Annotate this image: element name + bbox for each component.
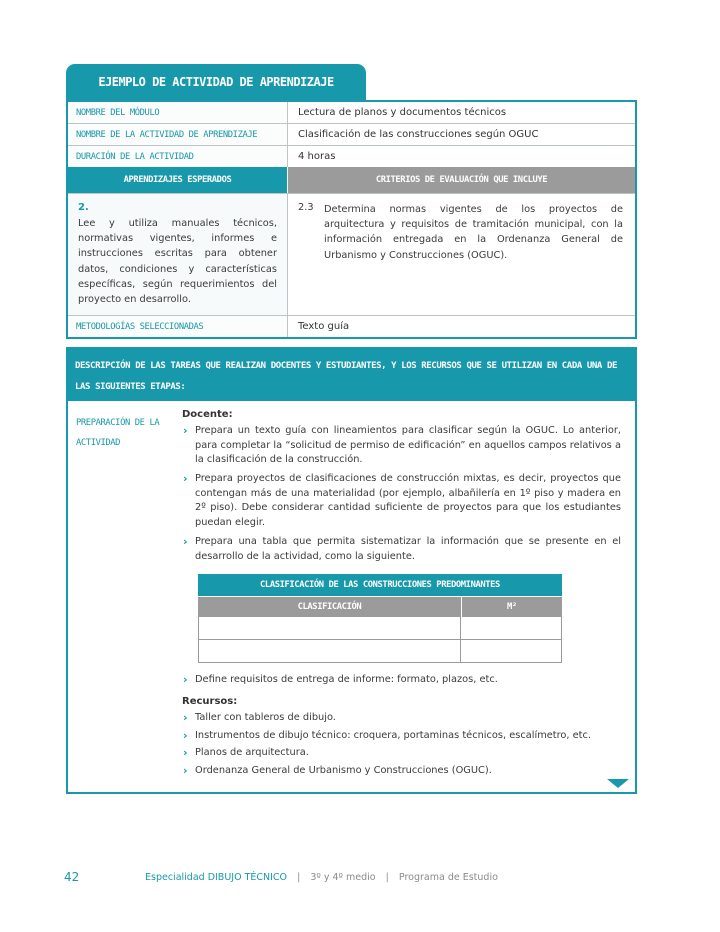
info-row <box>68 102 635 124</box>
info-row-value: Clasificación de las construcciones según OGUC <box>298 129 539 140</box>
tasks-description-text: DESCRIPCIÓN DE LAS TAREAS QUE REALIZAN DOCENTES Y ESTUDIANTES, Y LOS RECURSOS QUE SE UTILIZAN EN CADA UNA DE LAS SIGUIENTES ETAPAS: <box>75 361 617 392</box>
info-row-label: NOMBRE DE LA ACTIVIDAD DE APRENDIZAJE <box>68 124 288 145</box>
classification-empty-row <box>198 617 562 640</box>
docente-bullet: › Prepara proyectos de clasificaciones de construcción mixtas, es decir, proyectos que contengan más de una materialidad (por ejemplo, albañilería en 1º piso y madera en 2º piso). Debe considerar cantidad suficiente de proyectos para que los estudiantes puedan elegir. <box>182 472 621 531</box>
footer-grade: 3º y 4º medio <box>310 872 376 883</box>
preparation-section <box>66 401 637 794</box>
expected-learning-header: APRENDIZAJES ESPERADOS <box>68 167 288 193</box>
info-row-label: DURACIÓN DE LA ACTIVIDAD <box>68 146 288 167</box>
footer-program: Programa de Estudio <box>398 872 498 883</box>
expected-learning-cell <box>68 194 288 315</box>
recursos-bullet: › Planos de arquitectura. <box>182 746 621 761</box>
docente-bullet: › Prepara una tabla que permita sistematizar la información que se presente en el desarrollo de la actividad, como la siguiente. <box>182 535 621 564</box>
classification-table-subheader <box>198 597 562 617</box>
methodology-label: METODOLOGÍAS SELECCIONADAS <box>68 316 288 337</box>
info-row-value: 4 horas <box>298 151 336 162</box>
expected-learning-number: 2. <box>78 202 89 213</box>
criteria-text: Determina normas vigentes de los proyectos de arquitectura y requisitos de tramitación municipal, con la información entregada en la Ordenanza General de Urbanismo y Construcciones (OGUC). <box>324 204 623 261</box>
methodology-row <box>68 316 635 337</box>
docente-bullet: › Prepara un texto guía con lineamientos para clasificar según la OGUC. Lo anterior, para completar la “solicitud de permiso de edificación” en aquellos campos relativos a la clasificación de la construcción. <box>182 424 621 468</box>
classification-table <box>198 574 562 663</box>
recursos-heading: Recursos: <box>182 695 238 707</box>
define-requirements-bullet: › Define requisitos de entrega de informe: formato, plazos, etc. <box>182 673 621 688</box>
column-headers-row <box>68 167 635 194</box>
define-requirements-list <box>182 673 621 688</box>
page-number: 42 <box>64 870 80 884</box>
recursos-bullet: › Ordenanza General de Urbanismo y Construcciones (OGUC). <box>182 764 621 779</box>
activity-info-table <box>66 100 637 339</box>
recursos-bullet: › Instrumentos de dibujo técnico: croquera, portaminas técnicos, escalímetro, etc. <box>182 729 621 744</box>
expected-learning-text: Lee y utiliza manuales técnicos, normativas vigentes, informes e instrucciones escritas para obtener datos, condiciones y características específicas, según requerimientos del proyecto en desarrollo. <box>78 218 277 305</box>
classification-table-title: CLASIFICACIÓN DE LAS CONSTRUCCIONES PREDOMINANTES <box>198 574 562 596</box>
footer-separator: | <box>297 872 301 883</box>
info-row-label: NOMBRE DEL MÓDULO <box>68 102 288 123</box>
docente-bullet-list <box>182 424 621 564</box>
info-row <box>68 146 635 167</box>
tasks-description-banner <box>66 347 637 401</box>
docente-heading: Docente: <box>182 409 233 421</box>
info-rows <box>68 102 635 167</box>
preparation-label-cell <box>68 401 178 792</box>
info-row-value: Lectura de planos y documentos técnicos <box>298 107 507 118</box>
activity-document <box>66 64 637 794</box>
methodology-value: Texto guía <box>298 321 350 333</box>
continuation-arrow-icon <box>607 779 629 788</box>
recursos-bullet: › Taller con tableros de dibujo. <box>182 711 621 726</box>
evaluation-criteria-header: CRITERIOS DE EVALUACIÓN QUE INCLUYE <box>288 167 635 193</box>
criteria-number: 2.3 <box>298 202 314 213</box>
info-row <box>68 124 635 146</box>
evaluation-criteria-cell <box>288 194 635 315</box>
preparation-label: PREPARACIÓN DE LA ACTIVIDAD <box>76 418 160 449</box>
preparation-content <box>178 401 635 792</box>
activity-tab-header <box>66 64 366 100</box>
classification-empty-row <box>198 640 562 663</box>
recursos-bullet-list <box>182 711 621 779</box>
footer-text <box>145 872 498 883</box>
activity-tab-title: EJEMPLO DE ACTIVIDAD DE APRENDIZAJE <box>98 75 334 89</box>
classification-column-header: CLASIFICACIÓN <box>198 597 462 617</box>
footer-separator: | <box>385 872 389 883</box>
learning-criteria-row <box>68 194 635 316</box>
m2-column-header: M² <box>507 602 517 613</box>
footer-specialty: Especialidad DIBUJO TÉCNICO <box>145 872 288 883</box>
